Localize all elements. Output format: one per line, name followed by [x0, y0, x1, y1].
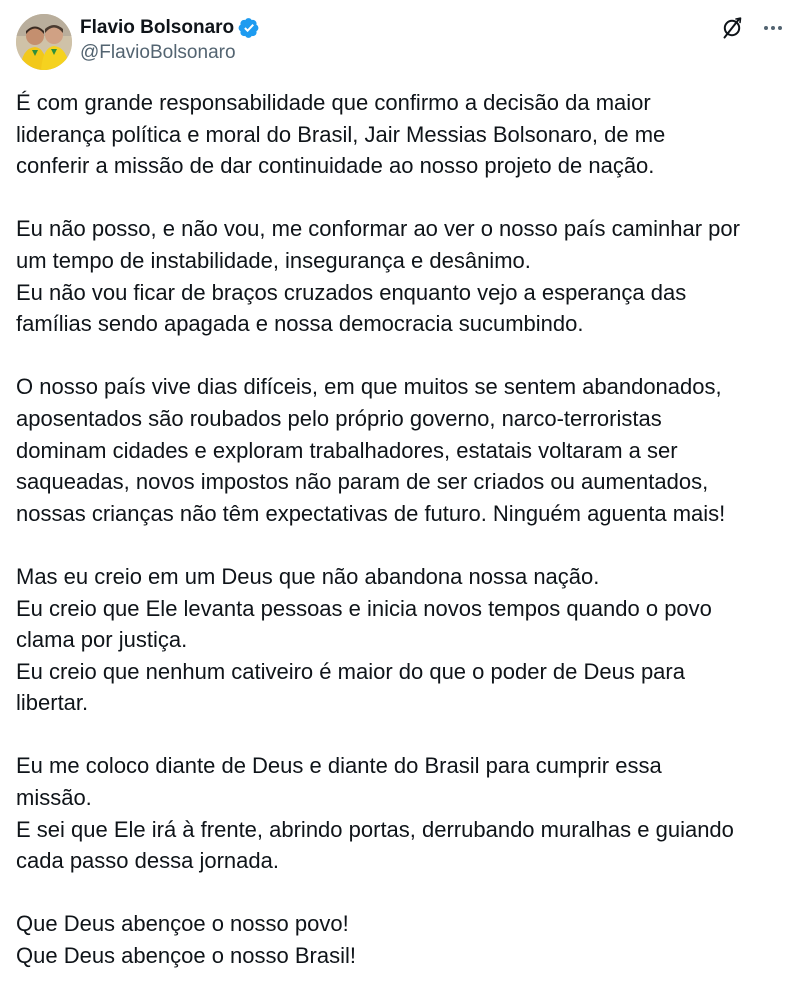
post-text-line: Eu me coloco diante de Deus e diante do Brasil para cumprir essa — [16, 753, 662, 779]
verified-badge-icon[interactable] — [238, 17, 260, 39]
post-text-line: É com grande responsabilidade que confirmo a decisão da maior — [16, 90, 651, 115]
post-text-line: clama por justiça. — [16, 627, 188, 653]
post-text-line: Eu não vou ficar de braços cruzados enquanto vejo a esperança das — [16, 279, 687, 305]
post-text-line: missão. — [16, 785, 92, 811]
avatar[interactable] — [16, 14, 72, 70]
post-text-line: um tempo de instabilidade, insegurança e desânimo. — [16, 247, 531, 273]
avatar-image — [16, 14, 72, 70]
post-paragraph — [16, 750, 786, 876]
post-text-line: O nosso país vive dias difíceis, em que muitos se sentem abandonados, — [16, 374, 722, 400]
post-paragraph — [16, 908, 786, 971]
post-text-line: Eu não posso, e não vou, me conformar ao ver o nosso país caminhar por — [16, 216, 740, 242]
header-actions — [720, 16, 784, 40]
post-text-line: E sei que Ele irá à frente, abrindo portas, derrubando muralhas e guiando — [16, 816, 734, 842]
post-text-line: saqueadas, novos impostos não param de ser criados ou aumentados, — [16, 469, 709, 495]
post-paragraph — [16, 87, 786, 182]
post-text-line: liderança política e moral do Brasil, Jair Messias Bolsonaro, de me — [16, 121, 666, 147]
post-paragraph — [16, 561, 786, 719]
name-row — [80, 16, 260, 40]
post-text-line: famílias sendo apagada e nossa democracia sucumbindo. — [16, 311, 584, 337]
author-handle[interactable]: @FlavioBolsonaro — [80, 42, 236, 63]
post-text-line: Que Deus abençoe o nosso Brasil! — [16, 943, 356, 969]
post-text-line: Eu creio que nenhum cativeiro é maior do que o poder de Deus para — [16, 658, 685, 684]
grok-icon[interactable] — [720, 16, 744, 40]
post-text-line: dominam cidades e exploram trabalhadores, estatais voltaram a ser — [16, 437, 678, 463]
post-text-line: conferir a missão de dar continuidade ao nosso projeto de nação. — [16, 153, 655, 179]
post-text — [16, 87, 786, 1003]
post-paragraph — [16, 213, 786, 339]
author-names — [80, 16, 260, 64]
post-text-line: Mas eu creio em um Deus que não abandona nossa nação. — [16, 563, 600, 589]
post-text-line: Que Deus abençoe o nosso povo! — [16, 911, 349, 937]
post-text-line: cada passo dessa jornada. — [16, 848, 279, 874]
post-text-line: libertar. — [16, 690, 89, 716]
author-display-name[interactable]: Flavio Bolsonaro — [80, 17, 235, 38]
post-paragraph — [16, 371, 786, 529]
post-text-line: Eu creio que Ele levanta pessoas e inicia novos tempos quando o povo — [16, 595, 712, 621]
post-header — [16, 12, 784, 68]
more-icon[interactable] — [762, 17, 784, 39]
post-text-line: nossas crianças não têm expectativas de futuro. Ninguém aguenta mais! — [16, 500, 726, 526]
post-text-line: aposentados são roubados pelo próprio governo, narco-terroristas — [16, 405, 662, 431]
